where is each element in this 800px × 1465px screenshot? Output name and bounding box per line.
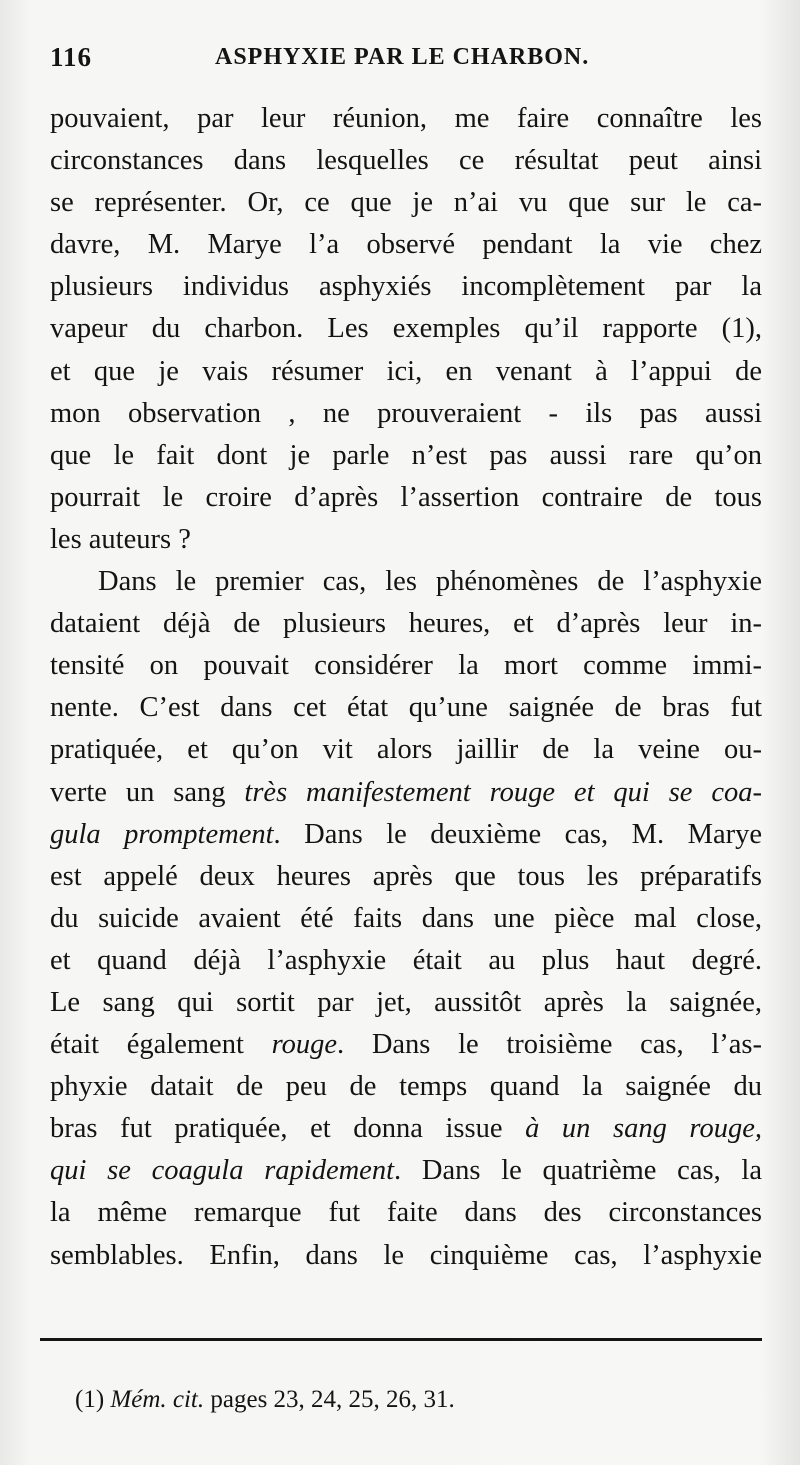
text-line: [50, 687, 762, 729]
line-text: Le sang qui sortit par jet, aussitôt après la saignée,: [50, 986, 762, 1018]
footnote-pages: pages 23, 24, 25, 26, 31.: [204, 1386, 455, 1413]
text-line: [50, 477, 762, 519]
line-text: pouvaient, par leur réunion, me faire connaître les: [50, 103, 762, 134]
text-line: [50, 308, 762, 350]
text-line: [50, 603, 762, 645]
line-text: vapeur du charbon. Les exemples qu’il rapporte (1),: [50, 313, 762, 345]
line-italic: qui se coagula rapidement: [50, 1155, 395, 1187]
line-text: était également: [50, 1029, 272, 1061]
footnote-rule: [40, 1338, 762, 1341]
text-line: [50, 1192, 762, 1234]
line-text: pratiquée, et qu’on vit alors jaillir de la veine ou-: [50, 734, 762, 766]
line-text: phyxie datait de peu de temps quand la saignée du: [50, 1071, 762, 1103]
line-text: la même remarque fut faite dans des circonstances: [50, 1197, 762, 1229]
line-text: et quand déjà l’asphyxie était au plus haut degré.: [50, 944, 762, 976]
line-text: est appelé deux heures après que tous les préparatifs: [50, 860, 762, 892]
line-text: verte un sang: [50, 776, 245, 808]
text-line: [50, 772, 762, 814]
line-italic: très manifestement rouge et qui se coa-: [244, 776, 762, 808]
line-text-after: . Dans le deuxième cas, M. Marye: [273, 818, 762, 850]
line-italic: à un sang rouge,: [525, 1113, 762, 1145]
line-text: Dans le premier cas, les phénomènes de l’asphyxie: [98, 566, 762, 598]
text-line: [50, 266, 762, 308]
line-text: pourrait le croire d’après l’assertion contraire de tous: [50, 481, 762, 513]
text-line: [50, 898, 762, 940]
text-line: [50, 519, 762, 561]
text-line: [50, 1108, 762, 1150]
text-line: [50, 140, 762, 182]
footnote-marker: (1): [75, 1386, 111, 1413]
line-text: se représenter. Or, ce que je n’ai vu que sur le ca-: [50, 187, 762, 219]
text-line: [50, 729, 762, 771]
footnote: [75, 1386, 455, 1414]
line-text: du suicide avaient été faits dans une pièce mal close,: [50, 902, 762, 934]
page-number: 116: [50, 42, 93, 72]
line-text: que le fait dont je parle n’est pas aussi rare qu’on: [50, 439, 762, 471]
text-line: [50, 1066, 762, 1108]
text-line: [50, 351, 762, 393]
text-line: [50, 561, 762, 603]
text-line: [50, 182, 762, 224]
line-text: les auteurs ?: [50, 523, 191, 555]
line-text: mon observation , ne prouveraient - ils pas aussi: [50, 397, 762, 429]
text-line: [50, 435, 762, 477]
text-line: [50, 1024, 762, 1066]
line-italic: rouge: [271, 1029, 337, 1061]
text-line: [50, 1150, 762, 1192]
text-line: [50, 940, 762, 982]
line-text: semblables. Enfin, dans le cinquième cas, l’asphyxie: [50, 1239, 762, 1271]
page-header: [50, 42, 760, 82]
line-text: bras fut pratiquée, et donna issue: [50, 1113, 526, 1145]
line-text-after: . Dans le troisième cas, l’as-: [337, 1029, 762, 1061]
text-line: [50, 98, 762, 140]
line-text-after: . Dans le quatrième cas, la: [394, 1155, 762, 1187]
body-text: [50, 98, 762, 1277]
text-line: [50, 814, 762, 856]
line-text: et que je vais résumer ici, en venant à l’appui de: [50, 355, 762, 387]
running-title: ASPHYXIE PAR LE CHARBON.: [215, 44, 590, 70]
text-line: [50, 645, 762, 687]
text-line: [50, 856, 762, 898]
text-line: [50, 1235, 762, 1277]
line-text: dataient déjà de plusieurs heures, et d’après leur in-: [50, 608, 762, 640]
line-text: nente. C’est dans cet état qu’une saignée de bras fut: [50, 692, 762, 724]
text-line: [50, 224, 762, 266]
line-text: tensité on pouvait considérer la mort comme immi-: [50, 650, 762, 682]
text-line: [50, 393, 762, 435]
text-line: [50, 982, 762, 1024]
line-italic: gula promptement: [50, 818, 274, 850]
footnote-citation: Mém. cit.: [110, 1386, 205, 1413]
line-text: circonstances dans lesquelles ce résultat peut ainsi: [50, 145, 762, 177]
line-text: davre, M. Marye l’a observé pendant la vie chez: [50, 229, 762, 261]
line-text: plusieurs individus asphyxiés incomplètement par la: [50, 271, 762, 303]
